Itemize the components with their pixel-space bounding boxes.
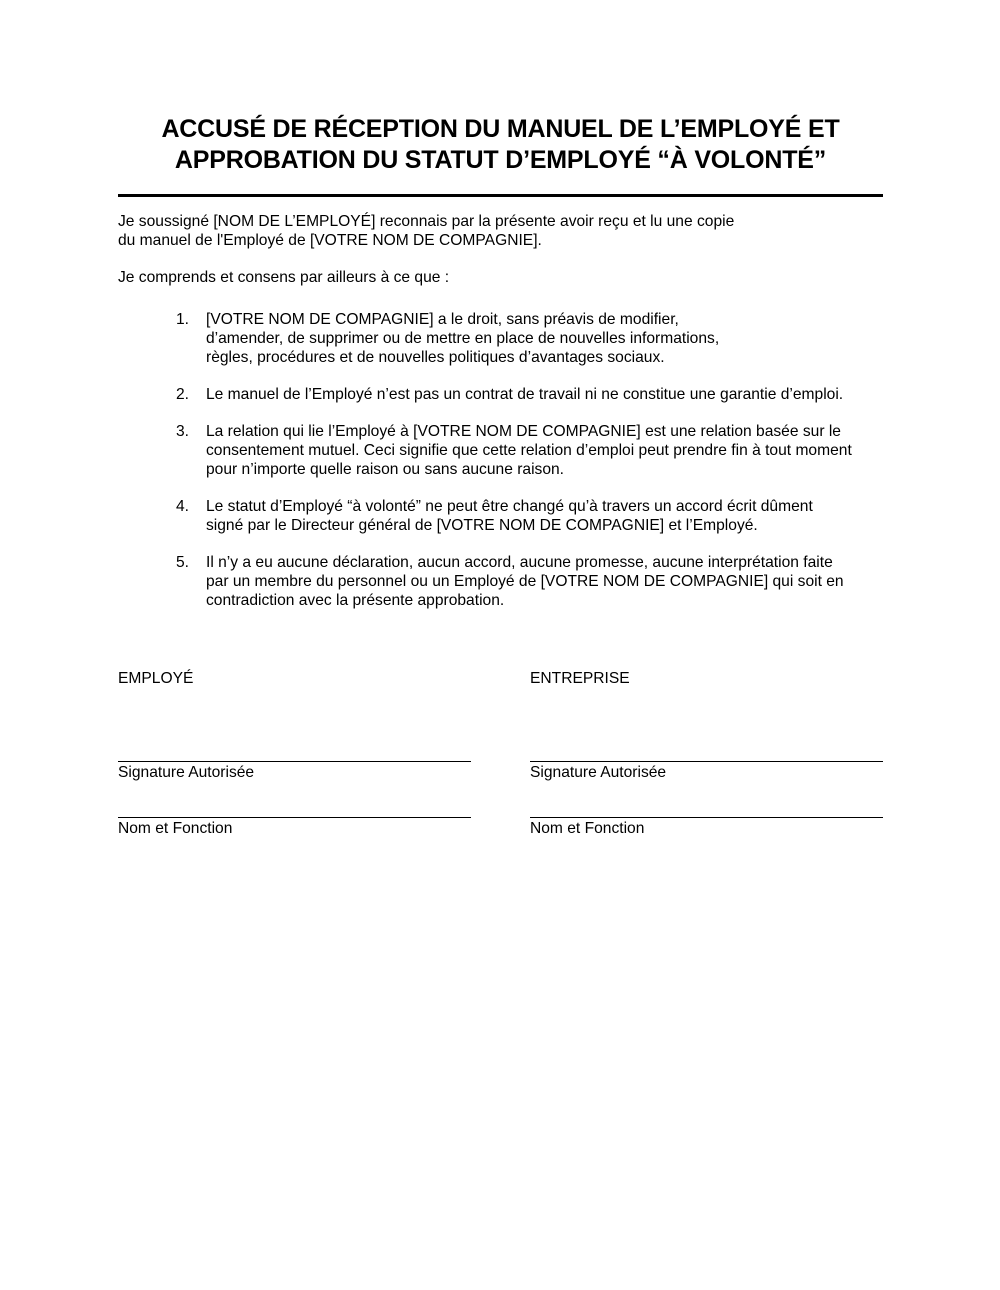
- title-divider: [118, 194, 883, 197]
- title-line-1: ACCUSÉ DE RÉCEPTION DU MANUEL DE L’EMPLOYÉ ET: [161, 115, 840, 143]
- list-item-number: 2.: [176, 386, 190, 403]
- company-name-label: Nom et Fonction: [530, 820, 645, 837]
- document-title: [118, 114, 883, 176]
- list-item: [118, 553, 883, 610]
- list-item-text: contradiction avec la présente approbation.: [206, 592, 505, 609]
- document-page: [118, 0, 883, 1290]
- employee-name-line[interactable]: [118, 817, 471, 818]
- list-item-text: pour n’importe quelle raison ou sans aucune raison.: [206, 461, 565, 478]
- list-item-text: Le statut d’Employé “à volonté” ne peut être changé qu’à travers un accord écrit dûment: [206, 498, 813, 515]
- terms-list: [118, 310, 883, 610]
- list-item-text: consentement mutuel. Ceci signifie que cette relation d’emploi peut prendre fin à tout moment: [206, 442, 852, 459]
- list-item: [118, 385, 883, 404]
- company-signature-label: Signature Autorisée: [530, 764, 667, 781]
- company-name-line[interactable]: [530, 817, 883, 818]
- intro-line-2: du manuel de l'Employé de [VOTRE NOM DE COMPAGNIE].: [118, 232, 542, 249]
- list-item-text: d’amender, de supprimer ou de mettre en place de nouvelles informations,: [206, 330, 720, 347]
- list-item-number: 4.: [176, 498, 190, 515]
- employee-heading: EMPLOYÉ: [118, 670, 194, 687]
- employee-name-label: Nom et Fonction: [118, 820, 233, 837]
- list-item-number: 3.: [176, 423, 190, 440]
- intro-paragraph: [118, 212, 883, 250]
- list-item: [118, 310, 883, 367]
- company-heading: ENTREPRISE: [530, 670, 630, 687]
- employee-signature-line[interactable]: [118, 761, 471, 762]
- list-item-text: La relation qui lie l’Employé à [VOTRE NOM DE COMPAGNIE] est une relation basée sur le: [206, 423, 841, 440]
- employee-signature-label: Signature Autorisée: [118, 764, 255, 781]
- list-item-text: [VOTRE NOM DE COMPAGNIE] a le droit, sans préavis de modifier,: [206, 311, 679, 328]
- company-signature-line[interactable]: [530, 761, 883, 762]
- list-item-text: signé par le Directeur général de [VOTRE NOM DE COMPAGNIE] et l’Employé.: [206, 517, 758, 534]
- list-item-number: 1.: [176, 311, 190, 328]
- consent-paragraph: Je comprends et consens par ailleurs à ce que :: [118, 269, 450, 286]
- list-item-text: Le manuel de l’Employé n’est pas un contrat de travail ni ne constitue une garantie d’emploi.: [206, 386, 844, 403]
- title-line-2: APPROBATION DU STATUT D’EMPLOYÉ “À VOLONTÉ”: [174, 146, 827, 174]
- list-item-text: par un membre du personnel ou un Employé de [VOTRE NOM DE COMPAGNIE] qui soit en: [206, 573, 844, 590]
- list-item: [118, 422, 883, 479]
- list-item: [118, 497, 883, 535]
- list-item-text: règles, procédures et de nouvelles politiques d’avantages sociaux.: [206, 349, 665, 366]
- list-item-text: Il n’y a eu aucune déclaration, aucun accord, aucune promesse, aucune interprétation faite: [206, 554, 833, 571]
- list-item-number: 5.: [176, 554, 190, 571]
- intro-line-1: Je soussigné [NOM DE L’EMPLOYÉ] reconnais par la présente avoir reçu et lu une copie: [118, 213, 735, 230]
